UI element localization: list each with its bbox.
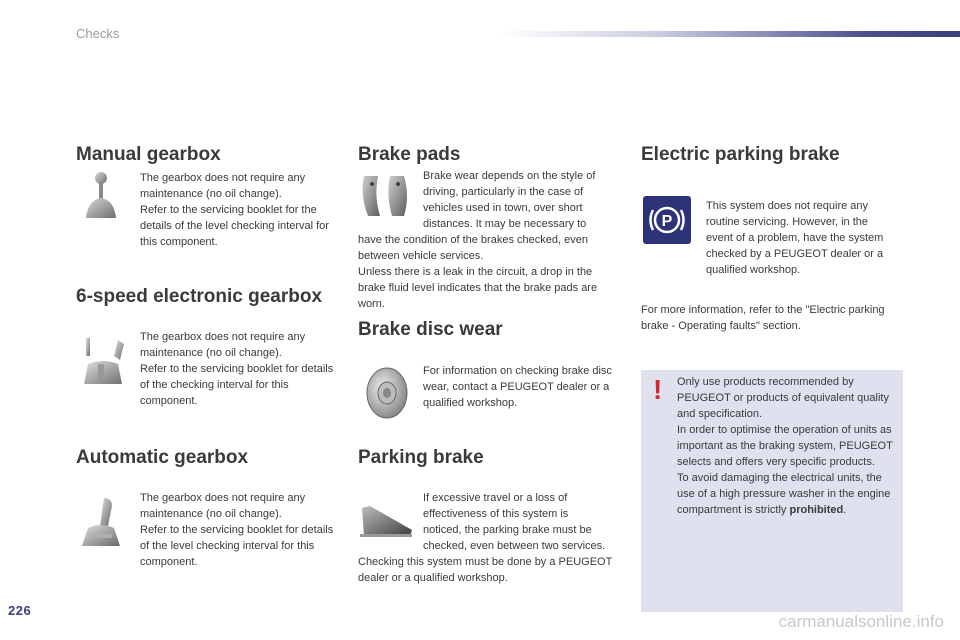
parking-brake-text: If excessive travel or a loss of effectiveness of this system is noticed, the parking brake must be checked, even between two services. Checking this system must be done by a PEUGEOT dealer or a qualified workshop.: [358, 492, 613, 584]
electric-parking-brake-reference: For more information, refer to the "Electric parking brake - Operating faults" section.: [641, 304, 885, 332]
parking-brake-p-icon: [643, 196, 691, 244]
manual-gear-lever-icon: [80, 170, 122, 220]
brake-disc-icon: [364, 366, 410, 420]
automatic-gearbox-text: The gearbox does not require any maintenance (no oil change). Refer to the servicing booklet for details of the level checking interval for this component.: [140, 492, 334, 568]
manual-gearbox-heading: Manual gearbox: [76, 144, 221, 165]
brake-pads-heading: Brake pads: [358, 144, 461, 165]
parking-brake-p-letter: P: [661, 213, 673, 230]
paddle-shift-lever-icon: [78, 334, 128, 386]
warning-note-text: Only use products recommended by PEUGEOT or products of equivalent quality and specification. In order to optimise the operation of units as important as the braking system, PEUGEOT selects and offers very specific products. To avoid damaging the electrical units, the use of a high pressure washer in the engine compartment is strictly prohibited.: [677, 376, 893, 516]
automatic-gear-selector-icon: [78, 496, 124, 548]
page-number: 226: [8, 603, 32, 618]
manual-gearbox-text: The gearbox does not require any maintenance (no oil change). Refer to the servicing booklet for the details of the level checking interval for this component.: [140, 172, 329, 248]
electric-parking-brake-heading: Electric parking brake: [641, 144, 840, 165]
warning-exclamation-icon: !: [653, 374, 663, 405]
brake-disc-text: For information on checking brake disc wear, contact a PEUGEOT dealer or a qualified workshop.: [423, 365, 612, 409]
section-title: Checks: [76, 26, 120, 41]
six-speed-gearbox-heading: 6-speed electronic gearbox: [76, 286, 323, 307]
automatic-gearbox-heading: Automatic gearbox: [76, 447, 249, 468]
brake-pads-text: Brake wear depends on the style of driving, particularly in the case of vehicles used in town, over short distances. It may be necessary to have the condition of the brakes checked, even between vehicle services. Unless there is a leak in the circuit, a drop in the brake fluid level indicates that the brake pads are worn.: [358, 170, 598, 310]
brake-disc-heading: Brake disc wear: [358, 319, 503, 340]
header-gradient-bar: [500, 31, 960, 37]
watermark: carmanualsonline.info: [778, 612, 944, 631]
parking-brake-heading: Parking brake: [358, 447, 484, 468]
electric-parking-brake-text: This system does not require any routine servicing. However, in the event of a problem, have the system checked by a PEUGEOT dealer or a qualified workshop.: [706, 200, 884, 276]
six-speed-gearbox-text: The gearbox does not require any maintenance (no oil change). Refer to the servicing booklet for details of the checking interval for this component.: [140, 331, 334, 407]
